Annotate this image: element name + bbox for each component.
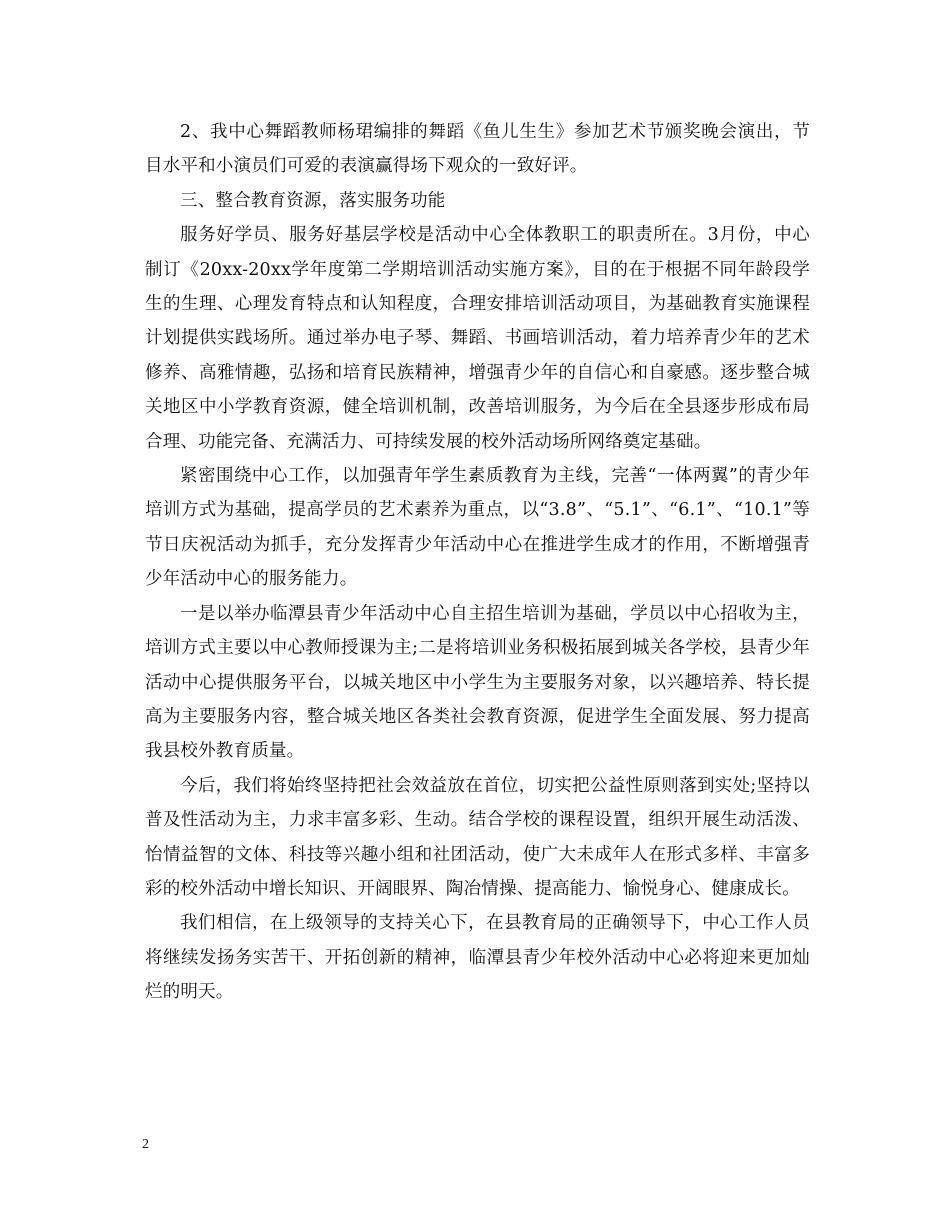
section-heading-integrate-resources: 三、整合教育资源，落实服务功能 xyxy=(180,190,446,211)
paragraph-art-festival-performance: 2、我中心舞蹈教师杨珺编排的舞蹈《鱼儿生生》参加艺术节颁奖晚会演出，节目水平和小演员们可爱的表演赢得场下观众的一致好评。 xyxy=(145,122,810,177)
paragraph-central-work: 紧密围绕中心工作，以加强青年学生素质教育为主线，完善“一体两翼”的青少年培训方式为基础，提高学员的艺术素养为重点，以“3.8”、“5.1”、“6.1”、“10.1”等节日庆祝活动为抓手，充分发挥青少年活动中心在推进学生成才的作用，不断增强青少年活动中心的服务能力。 xyxy=(145,466,810,590)
paragraph-conclusion: 我们相信，在上级领导的支持关心下，在县教育局的正确领导下，中心工作人员将继续发扬务实苦干、开拓创新的精神，临潭县青少年校外活动中心必将迎来更加灿烂的明天。 xyxy=(145,913,810,1003)
paragraph-service-duties: 服务好学员、服务好基层学校是活动中心全体教职工的职责所在。3月份，中心制订《20xx-20xx学年度第二学期培训活动实施方案》，目的在于根据不同年龄段学生的生理、心理发育特点和认知程度，合理安排培训活动项目，为基础教育实施课程计划提供实践场所。通过举办电子琴、舞蹈、书画培训活动，着力培养青少年的艺术修养、高雅情趣，弘扬和培育民族精神，增强青少年的自信心和自豪感。逐步整合城关地区中小学教育资源，健全培训机制，改善培训服务，为今后在全县逐步形成布局合理、功能完备、充满活力、可持续发展的校外活动场所网络奠定基础。 xyxy=(145,225,810,452)
document-body xyxy=(145,115,810,1010)
page-number: 2 xyxy=(142,1137,149,1152)
paragraph-training-plan: 一是以举办临潭县青少年活动中心自主招生培训为基础，学员以中心招收为主，培训方式主要以中心教师授课为主;二是将培训业务积极拓展到城关各学校，县青少年活动中心提供服务平台，以城关地区中小学生为主要服务对象，以兴趣培养、特长提高为主要服务内容，整合城关地区各类社会教育资源，促进学生全面发展、努力提高我县校外教育质量。 xyxy=(145,603,810,762)
paragraph-future-work: 今后，我们将始终坚持把社会效益放在首位，切实把公益性原则落到实处;坚持以普及性活动为主，力求丰富多彩、生动。结合学校的课程设置，组织开展生动活泼、怡情益智的文体、科技等兴趣小组和社团活动，使广大未成年人在形式多样、丰富多彩的校外活动中增长知识、开阔眼界、陶冶情操、提高能力、愉悦身心、健康成长。 xyxy=(145,775,810,899)
